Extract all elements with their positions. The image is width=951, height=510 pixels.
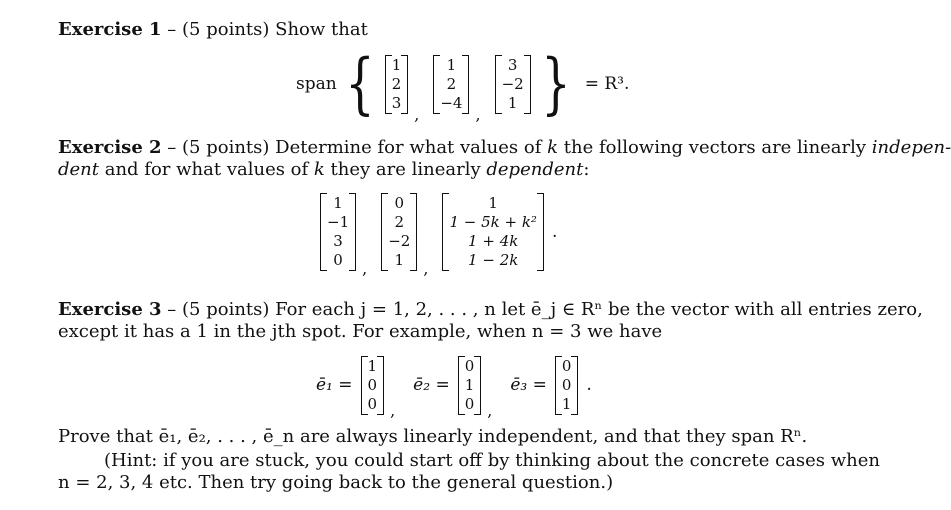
- ex3-vector-2: [458, 357, 482, 414]
- exercise-3-hint-2: n = 2, 3, 4 etc. Then try going back to the general question.): [58, 472, 614, 493]
- vector-entry: 0: [561, 375, 572, 394]
- vector-entry: 1 + 4k: [468, 232, 519, 250]
- vector-entry: 2: [391, 74, 402, 93]
- vector-entry: 2: [446, 74, 457, 93]
- independent-word-1: indepen-: [871, 137, 951, 158]
- exercise-3-hint-line-2: [58, 472, 613, 494]
- dependent-word: dependent: [486, 159, 584, 180]
- exercise-3-text-1: (5 points) For each j = 1, 2, . . . , n let ē_j ∈ Rⁿ be the vector with all entries zero,: [182, 299, 923, 320]
- comma: ,: [423, 259, 429, 278]
- ex1-vector-1: [385, 56, 409, 113]
- vector-entry: 0: [394, 194, 405, 212]
- exercise-2-text-c: and for what values of: [99, 159, 314, 180]
- left-brace: {: [345, 45, 375, 122]
- comma: ,: [487, 401, 493, 420]
- exercise-2-label: Exercise 2: [58, 137, 162, 158]
- exercise-3-hint-line-1: [104, 450, 880, 472]
- exercise-3-label: Exercise 3: [58, 299, 162, 320]
- ex1-vector-2: [433, 56, 469, 113]
- vector-entry: −2: [501, 74, 524, 93]
- vector-entry: 0: [333, 251, 343, 269]
- comma: ,: [390, 401, 396, 420]
- vector-entry: −4: [440, 93, 463, 112]
- equals-r3: = R³.: [584, 74, 630, 94]
- ex2-vector-1: [320, 194, 356, 270]
- vector-entry: 0: [561, 356, 572, 375]
- exercise-1-text: (5 points) Show that: [182, 19, 368, 40]
- comma: ,: [362, 259, 368, 278]
- comma: ,: [475, 105, 481, 124]
- vector-entry: 1: [488, 194, 498, 212]
- vector-entry: 1: [446, 55, 457, 74]
- ex2-vector-2: [381, 194, 417, 270]
- vector-entry: 0: [464, 356, 475, 375]
- colon: :: [583, 159, 590, 180]
- exercise-2-vectors: [318, 186, 563, 278]
- vector-entry: 0: [464, 394, 475, 413]
- exercise-3-prove-line: [58, 426, 807, 448]
- vector-entry: 1: [367, 356, 378, 375]
- vector-entry: 2: [394, 213, 405, 231]
- ex3-vector-3: [555, 357, 579, 414]
- independent-word-2: dent: [58, 159, 100, 180]
- exercise-1-equation: [296, 44, 635, 124]
- e3-label: ē₃ =: [510, 375, 547, 395]
- exercise-3-basis-vectors: [310, 350, 598, 420]
- vector-entry: 0: [367, 375, 378, 394]
- exercise-1-dash: –: [161, 19, 183, 40]
- vector-entry: 1: [394, 251, 405, 269]
- e1-label: ē₁ =: [316, 375, 353, 395]
- exercise-3-line-2: [58, 321, 662, 343]
- exercise-3-text-2: except it has a 1 in the jth spot. For example, when n = 3 we have: [58, 321, 663, 342]
- ex3-vector-1: [361, 357, 385, 414]
- right-brace: }: [540, 45, 571, 122]
- variable-k: k: [547, 137, 559, 158]
- vector-entry: 3: [391, 93, 402, 112]
- vector-entry: 1: [561, 394, 572, 413]
- exercise-2-line-1: [58, 137, 951, 159]
- exercise-1-label: Exercise 1: [58, 19, 162, 40]
- vector-entry: 3: [333, 232, 343, 250]
- exercise-2-line-2: [58, 159, 589, 181]
- vector-entry: 1: [464, 375, 475, 394]
- e2-label: ē₂ =: [413, 375, 450, 395]
- exercise-1-heading: [58, 19, 368, 41]
- vector-entry: 0: [367, 394, 378, 413]
- vector-entry: 1: [391, 55, 402, 74]
- span-label: span: [296, 74, 337, 94]
- exercise-2-dash: –: [161, 137, 183, 158]
- ex1-vector-3: [495, 56, 531, 113]
- exercise-3-line-1: [58, 299, 923, 321]
- vector-entry: 1 − 2k: [468, 251, 519, 269]
- exercise-3-hint-1: (Hint: if you are stuck, you could start off by thinking about the concrete cases when: [104, 450, 880, 471]
- vector-entry: 3: [507, 55, 518, 74]
- comma: ,: [414, 105, 420, 124]
- exercise-3-dash: –: [161, 299, 183, 320]
- period: .: [551, 222, 558, 242]
- exercise-2-text-b: the following vectors are linearly: [558, 137, 872, 158]
- exercise-2-text-d: they are linearly: [324, 159, 487, 180]
- exercise-2-text-a: (5 points) Determine for what values of: [182, 137, 548, 158]
- vector-entry: 1: [507, 93, 518, 112]
- ex2-vector-3: [442, 194, 544, 270]
- vector-entry: −2: [388, 232, 411, 250]
- vector-entry: −1: [327, 213, 350, 231]
- vector-entry: 1: [333, 194, 343, 212]
- vector-entry: 1 − 5k + k²: [449, 213, 537, 231]
- period: .: [586, 375, 592, 395]
- exercise-3-prove: Prove that ē₁, ē₂, . . . , ē_n are always linearly independent, and that they span Rⁿ.: [58, 426, 808, 447]
- variable-k: k: [313, 159, 325, 180]
